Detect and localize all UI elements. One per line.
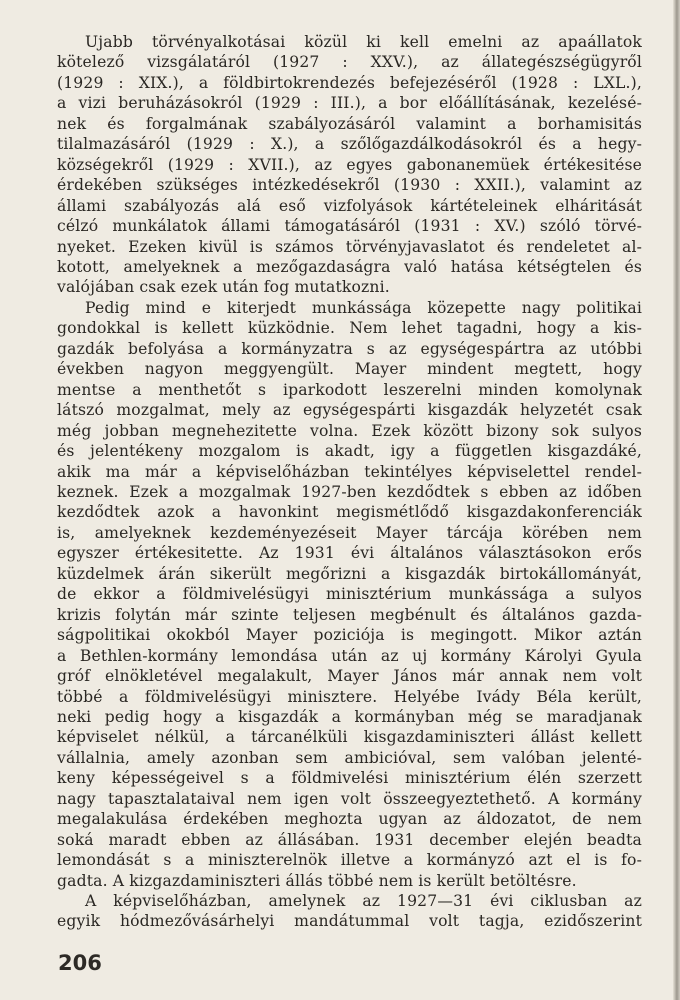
text-line: soká maradt ebben az állásában. 1931 december elején beadta xyxy=(57,830,642,849)
text-line: községekről (1929 : XVII.), az egyes gabonanemüek értékesitése xyxy=(57,155,642,174)
paragraph-parliament xyxy=(57,891,642,932)
text-line: tilalmazásáról (1929 : X.), a szőlőgazdálkodásokról és a hegy- xyxy=(57,135,642,154)
text-line: nek és forgalmának szabályozásáról valamint a borhamisitás xyxy=(57,114,642,133)
text-line: vállalnia, amely azonban sem ambicióval, sem valóban jelenté- xyxy=(57,748,642,767)
text-line: kötelező vizsgálatáról (1927 : XXV.), az állategészségügyről xyxy=(57,53,642,72)
text-line: megalakulása érdekében meghozta ugyan az áldozatot, de nem xyxy=(57,810,642,829)
text-line: Ujabb törvényalkotásai közül ki kell emelni az apaállatok xyxy=(85,33,642,51)
text-line: nagy tapasztalataival nem igen volt összeegyeztethető. A kormány xyxy=(57,789,642,808)
text-line: egyszer értékesitette. Az 1931 évi általános választásokon erős xyxy=(57,544,642,563)
text-line: kezdődtek azok a havonkint megismétlődő kisgazdakonferenciák xyxy=(57,503,642,522)
text-line: gróf elnökletével megalakult, Mayer János már annak nem volt xyxy=(57,667,642,686)
text-line: akik ma már a képviselőházban tekintélyes képviselettel rendel- xyxy=(57,462,642,481)
text-line: neki pedig hogy a kisgazdák a kormányban még se maradjanak xyxy=(57,707,642,726)
text-line: még jobban megnehezitette volna. Ezek között bizony sok sulyos xyxy=(57,421,642,440)
text-line: érdekében szükséges intézkedésekről (1930 : XXII.), valamint az xyxy=(57,176,642,195)
text-line: nyeket. Ezeken kivül is számos törvényjavaslatot és rendeletet al- xyxy=(57,237,642,256)
text-line: küzdelmek árán sikerült megőrizni a kisgazdák birtokállományát, xyxy=(57,564,642,583)
text-line: állami szabályozás alá eső vizfolyások kártételeinek elháritását xyxy=(57,196,642,215)
text-line: a vizi beruházásokról (1929 : III.), a bor előállításának, kezelésé- xyxy=(57,94,642,113)
text-line: látszó mozgalmat, mely az egységespárti kisgazdák helyzetét csak xyxy=(57,401,642,420)
text-line: valójában csak ezek után fog mutatkozni. xyxy=(57,278,390,297)
text-line: Pedig mind e kiterjedt munkássága közepette nagy politikai xyxy=(85,298,642,317)
text-line: (1929 : XIX.), a földbirtokrendezés befejezéséről (1928 : LXL.), xyxy=(57,73,642,92)
text-line: a Bethlen-kormány lemondása után az uj kormány Károlyi Gyula xyxy=(57,646,642,665)
text-line: gondokkal is kellett küzködnie. Nem lehet tagadni, hogy a kis- xyxy=(57,319,642,338)
text-line: lemondását s a miniszterelnök illetve a kormányzó azt el is fo- xyxy=(57,851,642,870)
text-line: krizis folytán már szinte teljesen megbénult és általános gazda- xyxy=(57,605,642,624)
text-line: keznek. Ezek a mozgalmak 1927-ben kezdődtek s ebben az időben xyxy=(57,482,642,501)
paragraph-laws xyxy=(57,32,642,298)
text-line: de ekkor a földmivelésügyi minisztérium munkássága a sulyos xyxy=(57,585,642,604)
text-line: és jelentékeny mozgalom is akadt, igy a független kisgazdáké, xyxy=(57,442,642,461)
text-line: kotott, amelyeknek a mezőgazdaságra való hatása kétségtelen és xyxy=(57,257,642,276)
text-line: egyik hódmezővásárhelyi mandátummal volt tagja, ezidőszerint xyxy=(57,912,642,931)
text-line: ságpolitikai okokból Mayer poziciója is megingott. Mikor aztán xyxy=(57,626,642,645)
page-edge-shadow xyxy=(673,0,680,1000)
text-line: gazdák befolyása a kormányzatra s az egységespártra az utóbbi xyxy=(57,339,642,358)
text-line: keny képességeivel s a földmivelési minisztérium élén szerzett xyxy=(57,769,642,788)
text-line: is, amelyeknek kezdeményezéseit Mayer tárcája körében nem xyxy=(57,523,642,542)
text-line: A képviselőházban, amelynek az 1927—31 évi ciklusban az xyxy=(85,892,642,911)
text-line: célzó munkálatok állami támogatásáról (1931 : XV.) szóló törvé- xyxy=(57,217,642,236)
page-number: 206 xyxy=(58,951,102,975)
text-line: többé a földmivelésügyi miniszterе. Helyébe Ivády Béla került, xyxy=(57,687,642,706)
text-line: képviselet nélkül, a tárcanélküli kisgazdaminiszteri állást kellett xyxy=(57,728,642,747)
paragraph-politics xyxy=(57,298,642,891)
book-page-text xyxy=(57,32,642,932)
text-line: gadta. A kizgazdaminiszteri állás többé nem is került betöltésre. xyxy=(57,871,577,890)
text-line: években nagyon meggyengült. Mayer mindent megtett, hogy xyxy=(57,360,642,379)
text-line: mentse a menthetőt s iparkodott leszerelni minden komolynak xyxy=(57,380,642,399)
